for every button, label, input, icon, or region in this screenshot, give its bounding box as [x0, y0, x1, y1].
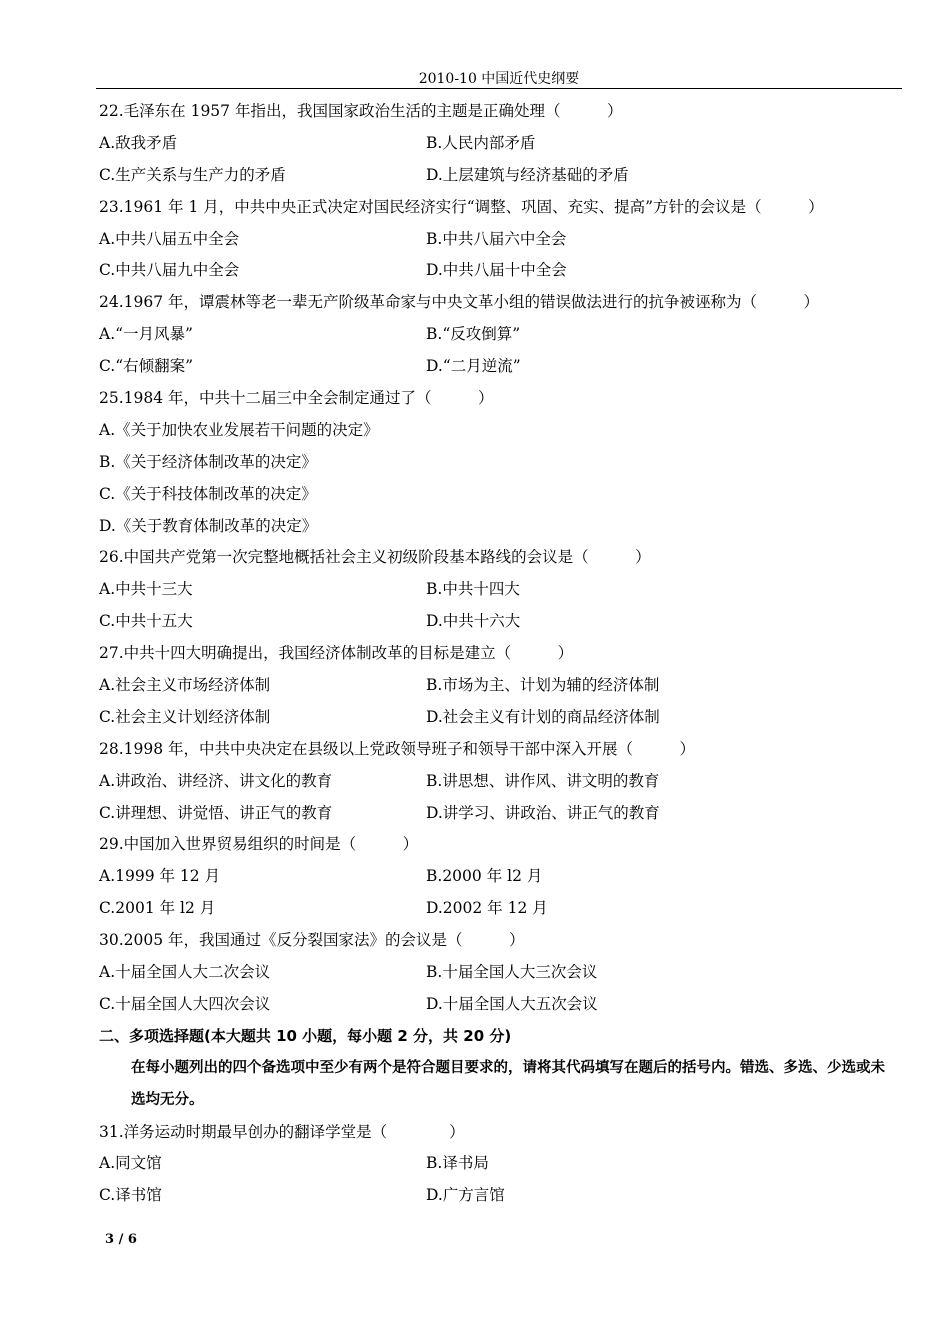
option-row — [99, 351, 899, 383]
option: D.十届全国人大五次会议 — [426, 994, 598, 1013]
option: C.生产关系与生产力的矛盾 — [99, 165, 286, 184]
option-row — [99, 957, 899, 989]
option: A.《关于加快农业发展若干问题的决定》 — [99, 420, 379, 439]
section-instruction: 在每小题列出的四个备选项中至少有两个是符合题目要求的，请将其代码填写在题后的括号内。错选、多选、少选或未选均无分。 — [131, 1059, 885, 1108]
option-row — [99, 798, 899, 830]
option: D.《关于教育体制改革的决定》 — [99, 516, 318, 535]
question-stem: 27.中共十四大明确提出，我国经济体制改革的目标是建立（ ） — [99, 644, 574, 663]
option: A.“一月风暴” — [99, 325, 193, 344]
option: A.十届全国人大二次会议 — [99, 963, 271, 982]
question-stem: 23.1961 年 1 月，中共中央正式决定对国民经济实行“调整、巩固、充实、提高”方针的会议是（ ） — [99, 197, 824, 216]
question-stem: 29.中国加入世界贸易组织的时间是（ ） — [99, 835, 419, 854]
option: B.十届全国人大三次会议 — [426, 963, 598, 982]
option: B.市场为主、计划为辅的经济体制 — [426, 676, 660, 695]
option: A.敌我矛盾 — [99, 133, 178, 152]
option: D.讲学习、讲政治、讲正气的教育 — [426, 803, 660, 822]
question-stem: 22.毛泽东在 1957 年指出，我国国家政治生活的主题是正确处理（ ） — [99, 102, 623, 120]
option: C.中共十五大 — [99, 612, 193, 631]
option-row — [99, 861, 899, 893]
option: B.“反攻倒算” — [426, 325, 521, 344]
option-row — [99, 128, 899, 160]
option: C.社会主义计划经济体制 — [99, 707, 271, 726]
question-stem: 26.中国共产党第一次完整地概括社会主义初级阶段基本路线的会议是（ ） — [99, 548, 651, 567]
option: A.讲政治、讲经济、讲文化的教育 — [99, 771, 333, 790]
option: C.十届全国人大四次会议 — [99, 994, 271, 1013]
question-stem: 30.2005 年，我国通过《反分裂国家法》的会议是（ ） — [99, 931, 525, 950]
option: A.中共八届五中全会 — [99, 229, 240, 248]
option: B.中共十四大 — [426, 580, 520, 599]
question-stem: 25.1984 年，中共十二届三中全会制定通过了（ ） — [99, 389, 494, 408]
option: D.广方言馆 — [426, 1186, 505, 1205]
option: D.2002 年 12 月 — [426, 899, 548, 918]
option: D.中共十六大 — [426, 612, 521, 631]
option: C.“右倾翻案” — [99, 357, 194, 376]
document-body — [99, 96, 899, 1212]
option: B.讲思想、讲作风、讲文明的教育 — [426, 771, 660, 790]
option: A.同文馆 — [99, 1154, 162, 1173]
option-row — [99, 160, 899, 192]
page-number: 3 / 6 — [105, 1232, 137, 1247]
option: D.社会主义有计划的商品经济体制 — [426, 707, 660, 726]
option: C.2001 年 l2 月 — [99, 899, 216, 918]
option-row — [99, 1148, 899, 1180]
option: C.译书馆 — [99, 1186, 162, 1205]
option-row — [99, 606, 899, 638]
option-row — [99, 989, 899, 1021]
option-row — [99, 670, 899, 702]
question-stem: 24.1967 年，谭震林等老一辈无产阶级革命家与中央文革小组的错误做法进行的抗争被诬称为（ ） — [99, 293, 820, 312]
option: D.中共八届十中全会 — [426, 261, 567, 280]
section-title: 二、多项选择题(本大题共 10 小题，每小题 2 分，共 20 分) — [99, 1026, 512, 1045]
header-rule — [96, 88, 902, 89]
option: C.讲理想、讲觉悟、讲正气的教育 — [99, 803, 333, 822]
option: B.译书局 — [426, 1154, 489, 1173]
option-row — [99, 766, 899, 798]
option-row — [99, 255, 899, 287]
option: A.中共十三大 — [99, 580, 193, 599]
option: B.中共八届六中全会 — [426, 229, 567, 248]
question-stem: 28.1998 年，中共中央决定在县级以上党政领导班子和领导干部中深入开展（ ） — [99, 739, 696, 758]
option-row — [99, 702, 899, 734]
option-row — [99, 1180, 899, 1212]
option: B.2000 年 l2 月 — [426, 867, 543, 886]
option-row — [99, 319, 899, 351]
option: A.社会主义市场经济体制 — [99, 676, 271, 695]
option-row — [99, 893, 899, 925]
option: C.中共八届九中全会 — [99, 261, 240, 280]
option: D.上层建筑与经济基础的矛盾 — [426, 165, 629, 184]
option-row — [99, 574, 899, 606]
option: C.《关于科技体制改革的决定》 — [99, 484, 317, 503]
option: A.1999 年 12 月 — [99, 867, 221, 886]
option-row — [99, 224, 899, 256]
option: B.《关于经济体制改革的决定》 — [99, 452, 317, 471]
page-header: 2010-10 中国近代史纲要 — [418, 71, 580, 87]
option: D.“二月逆流” — [426, 357, 521, 376]
option: B.人民内部矛盾 — [426, 133, 536, 152]
question-stem: 31.洋务运动时期最早创办的翻译学堂是（ ） — [99, 1122, 465, 1141]
